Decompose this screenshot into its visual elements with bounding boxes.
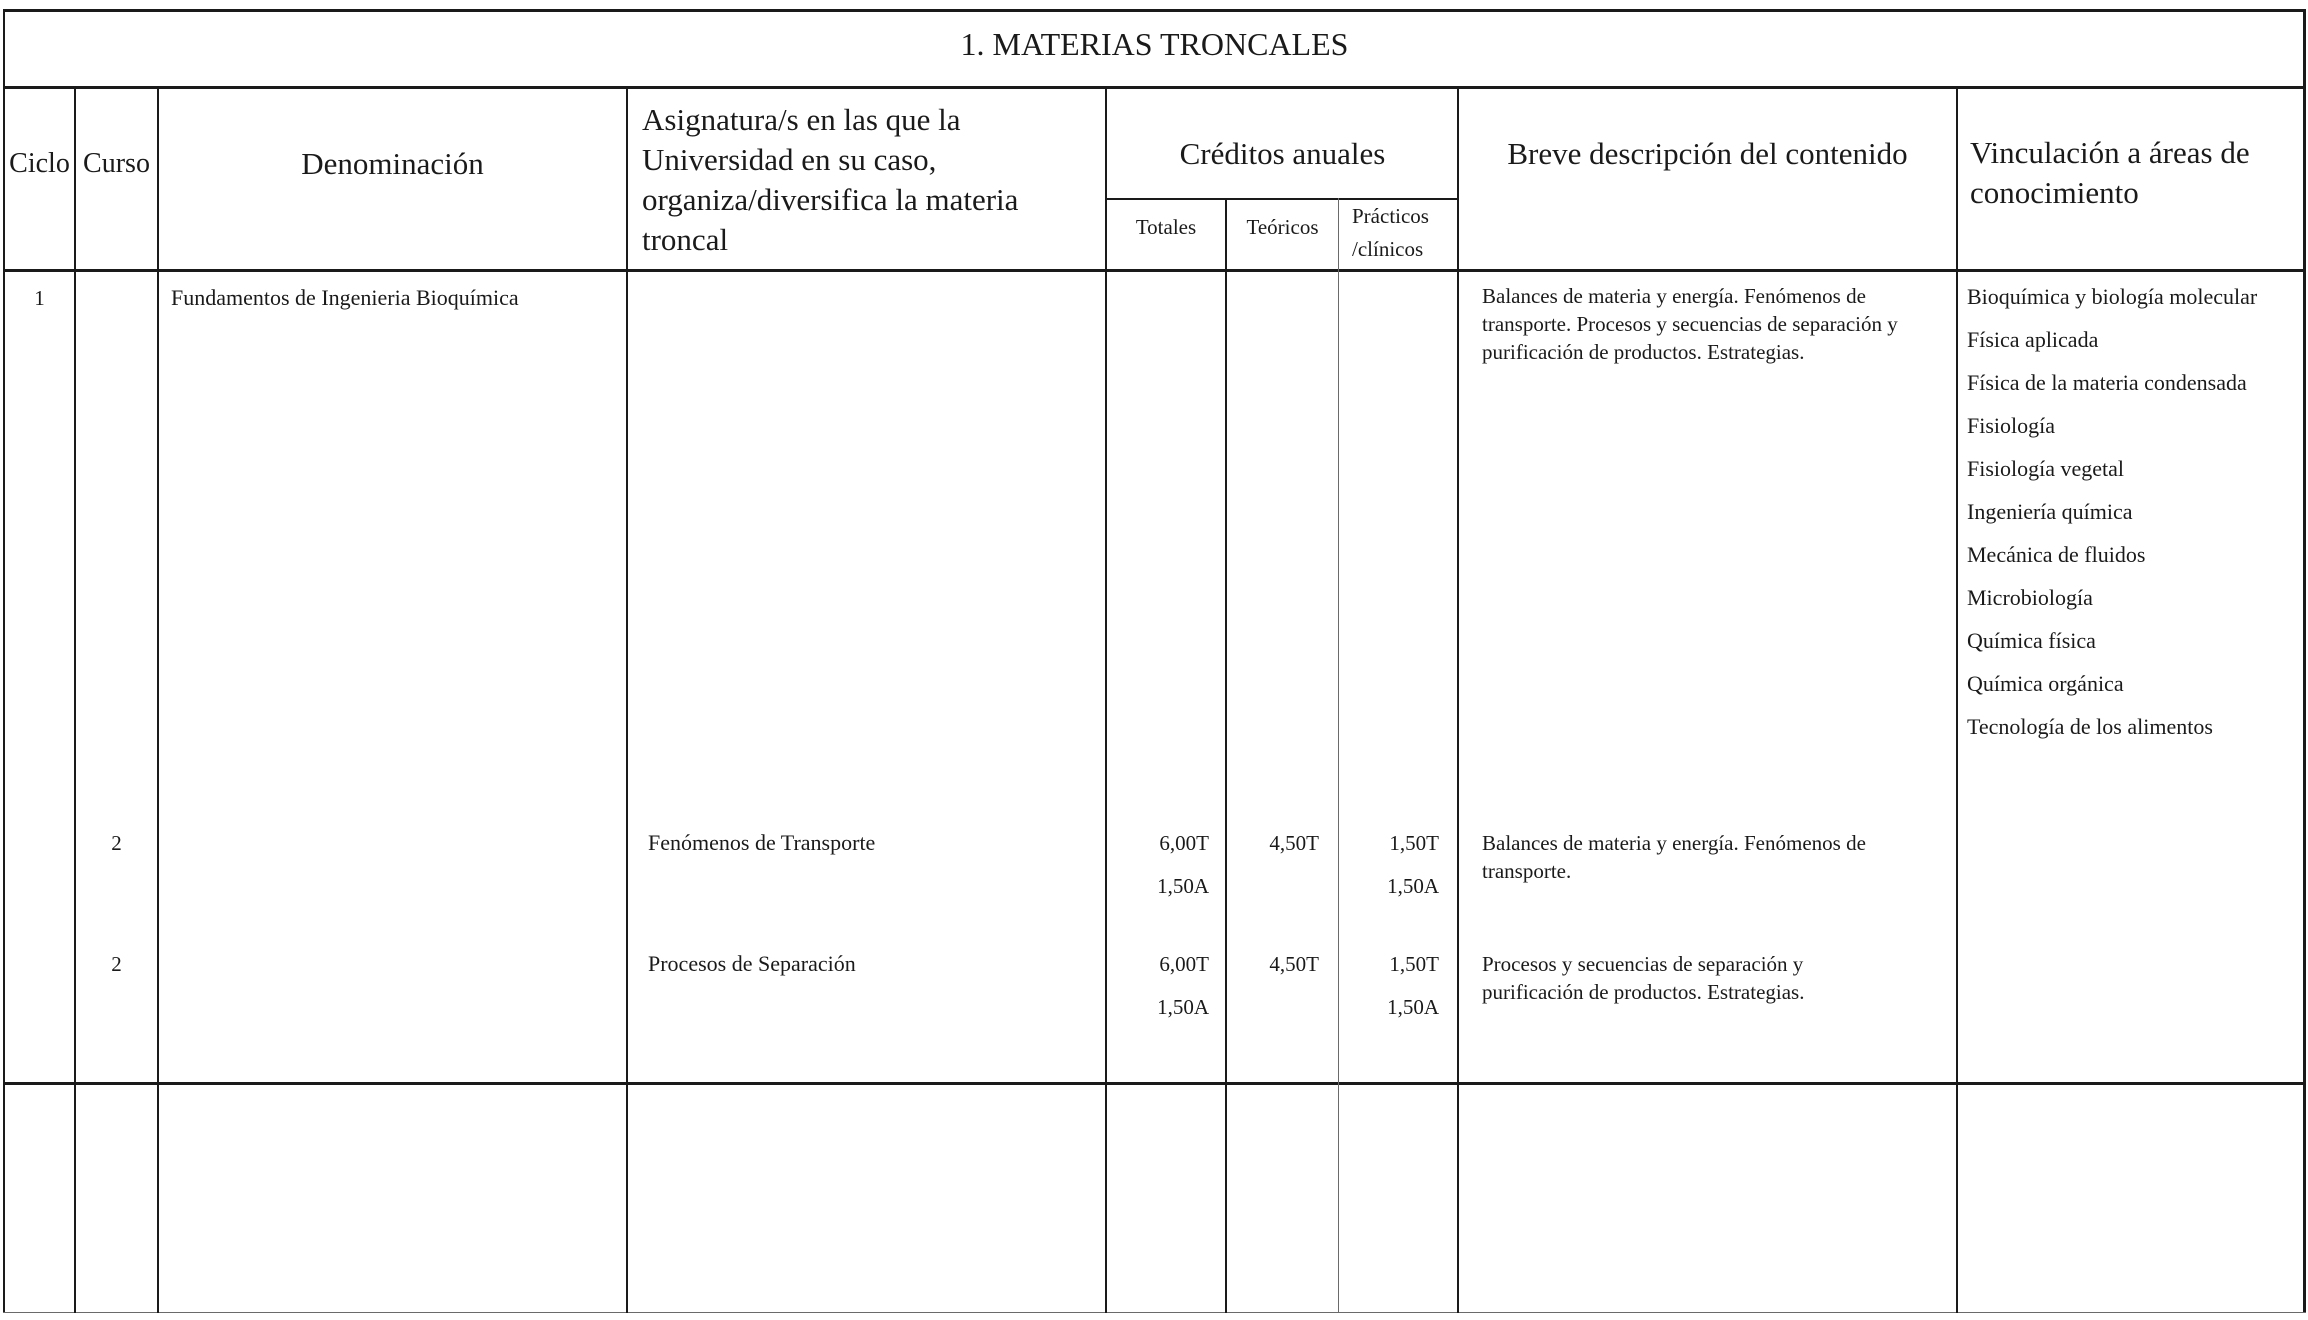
table-right-border [2303, 9, 2306, 1313]
header-ciclo: Ciclo [9, 148, 70, 179]
area-item: Ingeniería química [1967, 499, 2133, 524]
header-practicos [1352, 200, 1456, 266]
asignatura-descripcion: Procesos y secuencias de separación y purificación de productos. Estrategias. [1482, 952, 1805, 1004]
header-asignaturas-line-3: organiza/diversifica la materia [642, 182, 1019, 217]
header-descripcion: Breve descripción del contenido [1507, 136, 1908, 171]
header-asignaturas [642, 100, 1102, 260]
asignatura-nombre: Procesos de Separación [648, 951, 856, 976]
materia-ciclo: 1 [34, 286, 45, 310]
asignatura-totales-a: 1,50A [1157, 995, 1209, 1019]
title-row-border [3, 86, 2306, 89]
materia-areas-list [1967, 283, 2297, 756]
empty-table-section [5, 1085, 2303, 1312]
area-item: Química física [1967, 628, 2096, 653]
asignatura-descripcion: Balances de materia y energía. Fenómenos de transporte. [1482, 831, 1866, 883]
header-curso: Curso [83, 148, 150, 179]
area-item: Fisiología vegetal [1967, 456, 2125, 481]
header-practicos-line-1: Prácticos [1352, 204, 1429, 228]
asignatura-totales-t: 6,00T [1159, 831, 1209, 855]
asignatura-totales-t: 6,00T [1159, 952, 1209, 976]
header-totales: Totales [1135, 215, 1197, 239]
materia-denominacion: Fundamentos de Ingenieria Bioquímica [171, 285, 519, 310]
header-practicos-line-2: /clínicos [1352, 237, 1424, 261]
area-item: Fisiología [1967, 413, 2056, 438]
asignatura-practicos-a: 1,50A [1387, 874, 1439, 898]
header-creditos: Créditos anuales [1179, 136, 1386, 171]
header-asignaturas-line-4: troncal [642, 222, 729, 257]
header-asignaturas-line-2: Universidad en su caso, [642, 142, 937, 177]
asignatura-practicos-a: 1,50A [1387, 995, 1439, 1019]
area-item: Química orgánica [1967, 671, 2124, 696]
header-vinculacion-line-1: Vinculación a áreas de [1970, 135, 2250, 170]
asignatura-totales-a: 1,50A [1157, 874, 1209, 898]
asignatura-teoricos-t: 4,50T [1269, 952, 1319, 976]
asignatura-curso: 2 [111, 831, 122, 855]
header-row-border [3, 269, 2306, 272]
asignatura-curso: 2 [111, 952, 122, 976]
header-asignaturas-line-1: Asignatura/s en las que la [642, 102, 961, 137]
header-vinculacion [1970, 133, 2300, 213]
asignatura-nombre: Fenómenos de Transporte [648, 830, 876, 855]
header-denominacion: Denominación [301, 146, 484, 181]
asignatura-practicos-t: 1,50T [1389, 952, 1439, 976]
area-item: Física de la materia condensada [1967, 370, 2247, 395]
area-item: Física aplicada [1967, 327, 2099, 352]
area-item: Microbiología [1967, 585, 2093, 610]
table-top-border [3, 9, 2306, 12]
area-item: Tecnología de los alimentos [1967, 714, 2213, 739]
asignatura-practicos-t: 1,50T [1389, 831, 1439, 855]
area-item: Bioquímica y biología molecular [1967, 284, 2258, 309]
table-bottom-border [3, 1312, 2306, 1313]
materia-descripcion: Balances de materia y energía. Fenómenos de transporte. Procesos y secuencias de separación y purificación de productos. Estrategias. [1482, 284, 1898, 364]
header-teoricos: Teóricos [1246, 215, 1319, 239]
header-vinculacion-line-2: conocimiento [1970, 175, 2139, 210]
area-item: Mecánica de fluidos [1967, 542, 2146, 567]
asignatura-teoricos-t: 4,50T [1269, 831, 1319, 855]
table-title: 1. MATERIAS TRONCALES [960, 26, 1349, 62]
